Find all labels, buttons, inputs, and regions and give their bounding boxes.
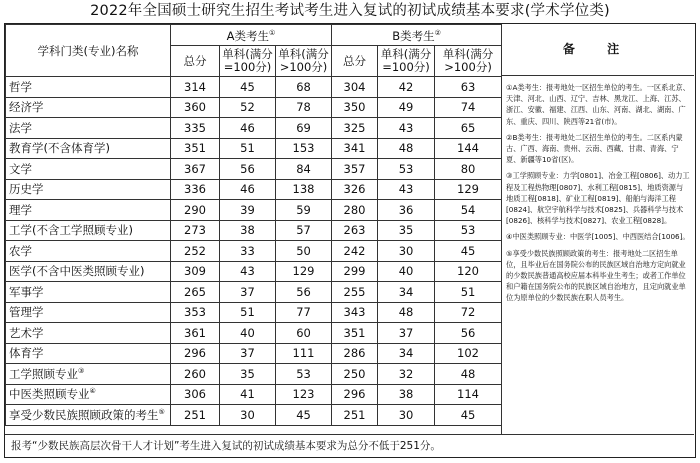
b-score-cell: 63 — [435, 77, 502, 98]
table-row — [6, 261, 502, 282]
b-score-cell: 74 — [435, 97, 502, 118]
b-score-cell: 56 — [435, 323, 502, 344]
subject-name: 文学 — [6, 159, 171, 180]
a-score-cell: 335 — [171, 118, 220, 139]
table-row — [6, 179, 502, 200]
subject-name: 医学(不含中医类照顾专业) — [6, 261, 171, 282]
group-a-header: A类考生① — [171, 25, 332, 46]
group-b-header: B类考生② — [332, 25, 502, 46]
table-row — [6, 323, 502, 344]
table-row — [6, 405, 502, 426]
a-score-cell: 351 — [171, 138, 220, 159]
b-score-cell: 38 — [378, 384, 435, 405]
b-score-cell: 43 — [378, 118, 435, 139]
a-score-cell: 45 — [276, 405, 332, 426]
b-score-cell: 80 — [435, 159, 502, 180]
b-score-cell: 255 — [332, 282, 378, 303]
b-score-cell: 32 — [378, 364, 435, 385]
b-score-cell: 351 — [332, 323, 378, 344]
subject-name: 享受少数民族照顾政策的考生⑤ — [6, 405, 171, 426]
b-score-cell: 325 — [332, 118, 378, 139]
a-score-cell: 46 — [220, 179, 276, 200]
a-score-cell: 273 — [171, 220, 220, 241]
subject-name: 体育学 — [6, 343, 171, 364]
b-score-cell: 72 — [435, 302, 502, 323]
a-score-cell: 84 — [276, 159, 332, 180]
subject-name: 农学 — [6, 241, 171, 262]
b-score-cell: 144 — [435, 138, 502, 159]
b-score-cell: 53 — [435, 220, 502, 241]
a-score-cell: 40 — [220, 323, 276, 344]
b-score-cell: 343 — [332, 302, 378, 323]
table-row — [6, 241, 502, 262]
b-score-cell: 54 — [435, 200, 502, 221]
b-score-cell: 30 — [378, 241, 435, 262]
b-score-cell: 43 — [378, 179, 435, 200]
b-score-cell: 34 — [378, 282, 435, 303]
b-score-cell: 65 — [435, 118, 502, 139]
a-single100plus-header: 单科(满分>100分) — [276, 46, 332, 77]
a-score-cell: 52 — [220, 97, 276, 118]
a-score-cell: 314 — [171, 77, 220, 98]
a-score-cell: 306 — [171, 384, 220, 405]
subject-column-header: 学科门类(专业)名称 — [6, 25, 171, 77]
remark-item: ④中医类照顾专业：中医学[1005]、中西医结合[1006]。 — [506, 232, 690, 242]
table-row — [6, 343, 502, 364]
b-score-cell: 45 — [435, 241, 502, 262]
b-score-cell: 48 — [378, 138, 435, 159]
a-score-cell: 260 — [171, 364, 220, 385]
remark-item: ②B类考生：报考地处二区招生单位的考生。二区系内蒙古、广西、海南、贵州、云南、西藏、甘肃、青海、宁夏、新疆等10省(区)。 — [506, 132, 683, 165]
a-score-cell: 60 — [276, 323, 332, 344]
b-score-cell: 357 — [332, 159, 378, 180]
b-score-cell: 49 — [378, 97, 435, 118]
a-total-header: 总分 — [171, 46, 220, 77]
a-score-cell: 59 — [276, 200, 332, 221]
table-row — [6, 302, 502, 323]
subject-name: 理学 — [6, 200, 171, 221]
b-score-cell: 250 — [332, 364, 378, 385]
a-score-cell: 360 — [171, 97, 220, 118]
b-score-cell: 34 — [378, 343, 435, 364]
remarks-body — [502, 76, 694, 304]
subject-name: 法学 — [6, 118, 171, 139]
subject-name: 工学照顾专业③ — [6, 364, 171, 385]
b-score-cell: 251 — [332, 405, 378, 426]
table-row — [6, 77, 502, 98]
a-score-cell: 45 — [220, 77, 276, 98]
a-score-cell: 35 — [220, 364, 276, 385]
a-score-cell: 265 — [171, 282, 220, 303]
a-score-cell: 361 — [171, 323, 220, 344]
b-score-cell: 114 — [435, 384, 502, 405]
a-score-cell: 111 — [276, 343, 332, 364]
a-score-cell: 77 — [276, 302, 332, 323]
b-total-header: 总分 — [332, 46, 378, 77]
a-score-cell: 290 — [171, 200, 220, 221]
a-score-cell: 138 — [276, 179, 332, 200]
subject-name: 管理学 — [6, 302, 171, 323]
subject-name: 历史学 — [6, 179, 171, 200]
subject-name: 工学(不含工学照顾专业) — [6, 220, 171, 241]
table-row — [6, 97, 502, 118]
b-score-cell: 102 — [435, 343, 502, 364]
a-score-cell: 41 — [220, 384, 276, 405]
a-score-cell: 56 — [220, 159, 276, 180]
b-score-cell: 350 — [332, 97, 378, 118]
b-score-cell: 30 — [378, 405, 435, 426]
b-score-cell: 37 — [378, 323, 435, 344]
a-score-cell: 129 — [276, 261, 332, 282]
a-score-cell: 309 — [171, 261, 220, 282]
a-score-cell: 251 — [171, 405, 220, 426]
table-row — [6, 159, 502, 180]
subject-name: 经济学 — [6, 97, 171, 118]
table-row — [6, 282, 502, 303]
table-row — [6, 200, 502, 221]
subject-name: 军事学 — [6, 282, 171, 303]
b-single100-header: 单科(满分=100分) — [378, 46, 435, 77]
b-score-cell: 120 — [435, 261, 502, 282]
a-score-cell: 37 — [220, 282, 276, 303]
footer-note: 报考“少数民族高层次骨干人才计划”考生进入复试的初试成绩基本要求为总分不低于251分。 — [5, 434, 694, 456]
b-score-cell: 35 — [378, 220, 435, 241]
a-score-cell: 367 — [171, 159, 220, 180]
a-score-cell: 43 — [220, 261, 276, 282]
a-score-cell: 38 — [220, 220, 276, 241]
subject-name: 哲学 — [6, 77, 171, 98]
remark-item: ③工学照顾专业：力学[0801]、冶金工程[0806]、动力工程及工程热物理[0807]、水利工程[0815]、地质资源与地质工程[0818]、矿业工程[0819]、船舶与海洋工程[0824]、航空宇航科学与技术[0825]、兵器科学与技术[0826]、核科学与技术[0827]、农业工程[0828]。 — [506, 171, 690, 226]
b-score-cell: 48 — [435, 364, 502, 385]
score-table-frame — [4, 23, 696, 458]
a-score-cell: 69 — [276, 118, 332, 139]
a-score-cell: 296 — [171, 343, 220, 364]
a-score-cell: 56 — [276, 282, 332, 303]
a-score-cell: 53 — [276, 364, 332, 385]
page-title: 2022年全国硕士研究生招生考试考生进入复试的初试成绩基本要求(学术学位类) — [90, 3, 610, 19]
a-score-cell: 57 — [276, 220, 332, 241]
b-score-cell: 304 — [332, 77, 378, 98]
b-score-cell: 129 — [435, 179, 502, 200]
table-row — [6, 220, 502, 241]
a-score-cell: 39 — [220, 200, 276, 221]
subject-name: 艺术学 — [6, 323, 171, 344]
remark-item: ①A类考生：报考地处一区招生单位的考生。一区系北京、天津、河北、山西、辽宁、吉林、黑龙江、上海、江苏、浙江、安徽、福建、江西、山东、河南、湖北、湖南、广东、重庆、四川、陕西等21省(市)。 — [506, 83, 690, 126]
table-row — [6, 364, 502, 385]
remark-item: ⑤享受少数民族照顾政策的考生：报考地处二区招生单位，且毕业后在国务院公布的民族区域自治地方定向就业的少数民族普通高校应届本科毕业生考生；或者工作单位和户籍在国务院公布的民族区域自治地方，且定向就业单位为原单位的少数民族在职人员考生。 — [506, 248, 686, 303]
a-score-cell: 336 — [171, 179, 220, 200]
remarks-header: 备 注 — [502, 24, 694, 76]
b-score-cell: 280 — [332, 200, 378, 221]
subject-name: 中医类照顾专业④ — [6, 384, 171, 405]
b-score-cell: 45 — [435, 405, 502, 426]
table-row — [6, 384, 502, 405]
b-score-cell: 51 — [435, 282, 502, 303]
a-score-cell: 30 — [220, 405, 276, 426]
remarks-column — [501, 24, 694, 434]
b-score-cell: 40 — [378, 261, 435, 282]
a-score-cell: 37 — [220, 343, 276, 364]
table-row — [6, 138, 502, 159]
subject-name: 教育学(不含体育学) — [6, 138, 171, 159]
b-score-cell: 53 — [378, 159, 435, 180]
b-score-cell: 296 — [332, 384, 378, 405]
a-score-cell: 353 — [171, 302, 220, 323]
a-score-cell: 123 — [276, 384, 332, 405]
b-score-cell: 36 — [378, 200, 435, 221]
table-row — [6, 118, 502, 139]
b-score-cell: 326 — [332, 179, 378, 200]
a-score-cell: 51 — [220, 138, 276, 159]
b-score-cell: 263 — [332, 220, 378, 241]
a-score-cell: 33 — [220, 241, 276, 262]
b-score-cell: 42 — [378, 77, 435, 98]
b-single100plus-header: 单科(满分>100分) — [435, 46, 502, 77]
b-score-cell: 299 — [332, 261, 378, 282]
b-score-cell: 341 — [332, 138, 378, 159]
a-score-cell: 78 — [276, 97, 332, 118]
a-score-cell: 46 — [220, 118, 276, 139]
a-score-cell: 68 — [276, 77, 332, 98]
b-score-cell: 48 — [378, 302, 435, 323]
a-score-cell: 153 — [276, 138, 332, 159]
a-score-cell: 50 — [276, 241, 332, 262]
b-score-cell: 286 — [332, 343, 378, 364]
a-single100-header: 单科(满分=100分) — [220, 46, 276, 77]
a-score-cell: 51 — [220, 302, 276, 323]
score-table — [5, 24, 502, 426]
b-score-cell: 242 — [332, 241, 378, 262]
a-score-cell: 252 — [171, 241, 220, 262]
